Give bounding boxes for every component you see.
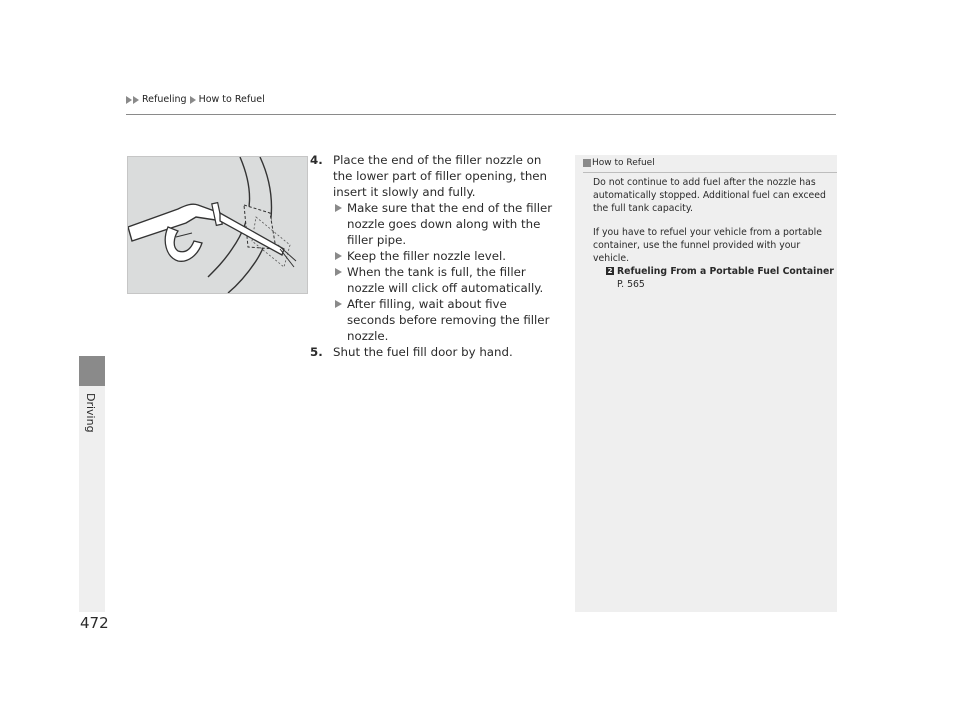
header-divider — [126, 114, 836, 115]
reference-arrow-icon: 2 — [607, 267, 613, 275]
note-heading — [583, 158, 655, 168]
breadcrumb-section[interactable]: Refueling — [142, 94, 187, 105]
note-body — [593, 176, 835, 291]
arrow-icon — [335, 268, 342, 276]
cross-reference-link[interactable] — [593, 265, 835, 278]
note-divider — [583, 172, 837, 173]
bullet-text: When the tank is full, the filler nozzle will click off automatically. — [347, 265, 544, 295]
fuel-nozzle-illustration — [127, 156, 308, 294]
breadcrumb — [126, 94, 265, 105]
fuel-nozzle-drawing — [128, 157, 307, 293]
arrow-icon — [335, 252, 342, 260]
bullet-text: After filling, wait about five seconds before removing the filler nozzle. — [347, 297, 550, 343]
note-paragraph: If you have to refuel your vehicle from a portable container, use the funnel provided with your vehicle. — [593, 227, 822, 264]
note-paragraph: Do not continue to add fuel after the nozzle has automatically stopped. Additional fuel can exceed the full tank capacity. — [593, 177, 826, 214]
page-number: 472 — [80, 614, 109, 632]
breadcrumb-arrow-icon — [126, 96, 132, 104]
note-marker-icon — [583, 159, 591, 167]
note-heading-text: How to Refuel — [592, 158, 655, 168]
bullet-text: Make sure that the end of the filler nozzle goes down along with the filler pipe. — [347, 201, 553, 247]
step-text: Place the end of the filler nozzle on the lower part of filler opening, then insert it slowly and fully. — [333, 153, 548, 199]
breadcrumb-arrow-icon — [190, 96, 196, 104]
step-4-bullet — [310, 264, 558, 296]
step-4-bullet — [310, 296, 558, 344]
step-number: 4. — [310, 153, 323, 167]
reference-page[interactable]: P. 565 — [617, 279, 645, 290]
step-5 — [310, 344, 558, 360]
chapter-tab-marker — [79, 356, 105, 386]
arrow-icon — [335, 204, 342, 212]
step-4-bullet — [310, 200, 558, 248]
step-text: Shut the fuel fill door by hand. — [333, 345, 513, 359]
reference-title[interactable]: Refueling From a Portable Fuel Container — [617, 266, 834, 277]
arrow-icon — [335, 300, 342, 308]
step-number: 5. — [310, 345, 323, 359]
step-4-bullet — [310, 248, 558, 264]
bullet-text: Keep the filler nozzle level. — [347, 249, 507, 263]
breadcrumb-page[interactable]: How to Refuel — [198, 94, 265, 105]
chapter-label[interactable]: Driving — [84, 393, 97, 433]
step-4 — [310, 152, 558, 200]
instructions — [310, 152, 558, 360]
breadcrumb-arrow-icon — [133, 96, 139, 104]
side-note-panel — [575, 155, 837, 612]
